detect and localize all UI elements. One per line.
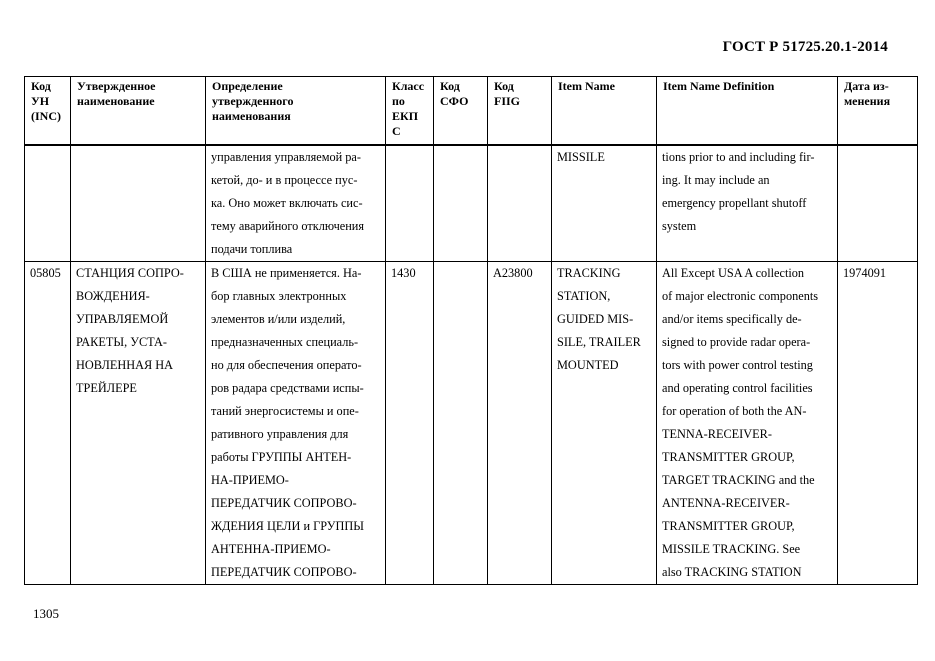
table-row: [25, 145, 918, 262]
cell-line: ПЕРЕДАТЧИК СОПРОВО-: [211, 496, 357, 510]
catalog-table: [24, 76, 918, 585]
cell-definition: [206, 145, 386, 262]
column-header-item_def: [657, 77, 838, 146]
cell-line: ративного управления для: [211, 427, 349, 441]
cell-line: of major electronic components: [662, 289, 819, 303]
header-line: Класс: [392, 79, 425, 93]
cell-item-name: [552, 145, 657, 262]
cell-line: ЖДЕНИЯ ЦЕЛИ и ГРУППЫ: [211, 519, 364, 533]
cell-line: TRANSMITTER GROUP,: [662, 519, 795, 533]
column-header-sfo: [434, 77, 488, 146]
header-line: по: [392, 94, 405, 108]
cell-line: ing. It may include an: [662, 173, 770, 187]
cell-line: signed to provide radar opera-: [662, 335, 811, 349]
column-header-class: [386, 77, 434, 146]
cell-line: работы ГРУППЫ АНТЕН-: [211, 450, 352, 464]
header-line: Определение: [212, 79, 283, 93]
cell-line: MISSILE: [557, 150, 605, 164]
cell-line: All Except USA A collection: [662, 266, 805, 280]
header-line: Item Name Definition: [663, 79, 775, 93]
cell-line: элементов и/или изделий,: [211, 312, 346, 326]
cell-line: УПРАВЛЯЕМОЙ: [76, 312, 169, 326]
cell-line: MOUNTED: [557, 358, 619, 372]
cell-line: НА-ПРИЕМО-: [211, 473, 289, 487]
cell-line: подачи топлива: [211, 242, 293, 256]
header-line: утвержденного: [212, 94, 294, 108]
cell-line: управления управляемой ра-: [211, 150, 361, 164]
header-line: Дата из-: [844, 79, 889, 93]
cell-line: TARGET TRACKING and the: [662, 473, 815, 487]
cell-line: 1430: [391, 266, 416, 280]
cell-line: 1974091: [843, 266, 887, 280]
header-line: FIIG: [494, 94, 521, 108]
page-number: 1305: [33, 606, 59, 621]
header-line: Item Name: [558, 79, 615, 93]
cell-line: В США не применяется. На-: [211, 266, 362, 280]
cell-line: предназначенных специаль-: [211, 335, 359, 349]
header-line: Утвержденное: [77, 79, 156, 93]
cell-line: MISSILE TRACKING. See: [662, 542, 801, 556]
cell-line: РАКЕТЫ, УСТА-: [76, 335, 168, 349]
cell-item-def: [657, 262, 838, 585]
cell-fiig: [488, 145, 552, 262]
cell-line: ка. Оно может включать сис-: [211, 196, 363, 210]
cell-line: and operating control facilities: [662, 381, 813, 395]
header-line: Код: [31, 79, 51, 93]
cell-line: кетой, до- и в процессе пус-: [211, 173, 358, 187]
cell-line: ров радара средствами испы-: [211, 381, 364, 395]
cell-line: ПЕРЕДАТЧИК СОПРОВО-: [211, 565, 357, 579]
column-header-item_name: [552, 77, 657, 146]
cell-line: for operation of both the AN-: [662, 404, 807, 418]
column-header-fiig: [488, 77, 552, 146]
column-header-inc: [25, 77, 71, 146]
cell-line: ANTENNA-RECEIVER-: [662, 496, 790, 510]
cell-line: tions prior to and including fir-: [662, 150, 815, 164]
cell-class: [386, 145, 434, 262]
header-line: СФО: [440, 94, 469, 108]
header-line: ЕКП: [392, 109, 419, 123]
cell-date: [838, 145, 918, 262]
cell-sfo: [434, 145, 488, 262]
cell-line: GUIDED MIS-: [557, 312, 634, 326]
cell-line: and/or items specifically de-: [662, 312, 802, 326]
cell-inc: [25, 145, 71, 262]
cell-line: АНТЕННА-ПРИЕМО-: [211, 542, 331, 556]
column-header-definition: [206, 77, 386, 146]
cell-line: таний энергосистемы и опе-: [211, 404, 359, 418]
header-line: Код: [440, 79, 460, 93]
cell-line: СТАНЦИЯ СОПРО-: [76, 266, 184, 280]
cell-line: бор главных электронных: [211, 289, 347, 303]
cell-line: но для обеспечения операто-: [211, 358, 362, 372]
header-line: Код: [494, 79, 514, 93]
cell-date: [838, 262, 918, 585]
table-header-row: [25, 77, 918, 146]
cell-name: [71, 145, 206, 262]
cell-line: НОВЛЕННАЯ НА: [76, 358, 174, 372]
cell-class: [386, 262, 434, 585]
cell-line: tors with power control testing: [662, 358, 813, 372]
cell-line: ВОЖДЕНИЯ-: [76, 289, 150, 303]
cell-line: emergency propellant shutoff: [662, 196, 807, 210]
table-row: [25, 262, 918, 585]
header-line: менения: [844, 94, 891, 108]
cell-line: 05805: [30, 266, 61, 280]
cell-line: also TRACKING STATION: [662, 565, 802, 579]
cell-sfo: [434, 262, 488, 585]
cell-line: SILE, TRAILER: [557, 335, 641, 349]
cell-fiig: [488, 262, 552, 585]
cell-item-def: [657, 145, 838, 262]
cell-name: [71, 262, 206, 585]
header-line: УН: [31, 94, 50, 108]
cell-line: TRANSMITTER GROUP,: [662, 450, 795, 464]
cell-line: system: [662, 219, 697, 233]
column-header-date: [838, 77, 918, 146]
document-title: ГОСТ Р 51725.20.1-2014: [722, 39, 888, 55]
cell-inc: [25, 262, 71, 585]
cell-line: TENNA-RECEIVER-: [662, 427, 772, 441]
cell-line: ТРЕЙЛЕРЕ: [76, 381, 137, 395]
cell-definition: [206, 262, 386, 585]
header-line: наименования: [212, 109, 291, 123]
column-header-name: [71, 77, 206, 146]
cell-line: STATION,: [557, 289, 611, 303]
cell-line: тему аварийного отключения: [211, 219, 365, 233]
header-line: С: [392, 124, 401, 138]
header-line: наименование: [77, 94, 155, 108]
cell-line: A23800: [493, 266, 533, 280]
cell-line: TRACKING: [557, 266, 621, 280]
header-line: (INC): [31, 109, 61, 123]
cell-item-name: [552, 262, 657, 585]
